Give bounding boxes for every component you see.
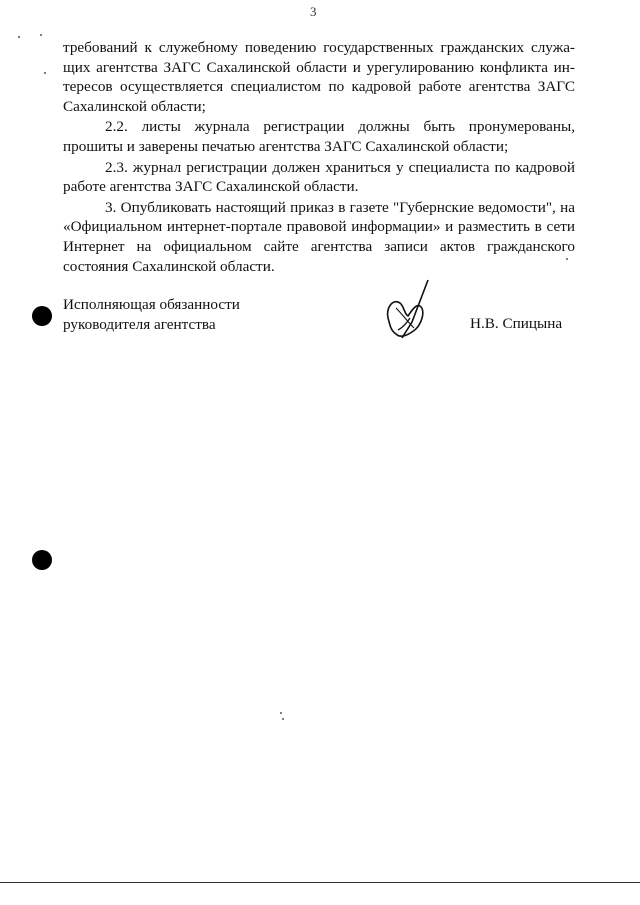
binder-hole-top <box>32 306 52 326</box>
signatory-name: Н.В. Спицына <box>470 315 563 332</box>
scan-speck <box>40 34 42 36</box>
signatory-position-line-1: Исполняющая обязанности <box>63 296 240 313</box>
binder-hole-bottom <box>32 550 52 570</box>
page-bottom-edge <box>0 882 640 883</box>
handwritten-signature <box>382 278 432 346</box>
scan-speck <box>44 72 46 74</box>
paragraph-continuation: требований к служебному поведению государственных гражданских служа-щих агентства ЗАГС Сахалинской области и урегулированию конфликта ин-тересов осуществляется специалистом по кадровой работе агентства ЗАГС Сахалинской области; <box>63 39 575 115</box>
paragraph-2-2: 2.2. листы журнала регистрации должны быть пронумерованы, прошиты и заверены печатью агентства ЗАГС Сахалинской области; <box>63 118 575 155</box>
paragraph-3: 3. Опубликовать настоящий приказ в газете "Губернские ведомости", на «Официальном интернет-портале правовой информации» и разместить в сети Интернет на официальном сайте агентства записи актов гражданского состояния Сахалинской области. <box>63 198 575 275</box>
scan-speck <box>282 718 284 720</box>
signatory-position <box>63 295 240 334</box>
paragraph-2-3: 2.3. журнал регистрации должен храниться у специалиста по кадровой работе агентства ЗАГС Сахалинской области. <box>63 158 575 196</box>
scan-speck <box>280 712 282 714</box>
signatory-position-line-2: руководителя агентства <box>63 315 216 333</box>
scan-speck <box>18 36 20 38</box>
scan-speck <box>566 258 568 260</box>
page-number: 3 <box>310 4 317 19</box>
document-body <box>63 38 575 276</box>
